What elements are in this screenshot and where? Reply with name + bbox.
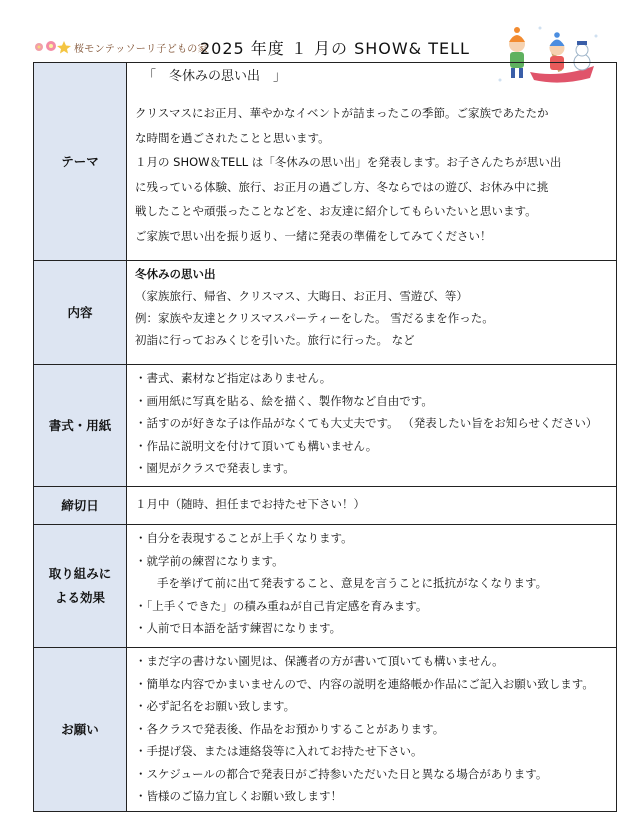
theme-row xyxy=(34,63,617,261)
effects-item: ・自分を表現することが上手くなります。 xyxy=(135,531,353,545)
deadline-text: １月中（随時、担任までお持たせ下さい！） xyxy=(135,497,365,511)
format-item: ・書式、素材など指定はありません。 xyxy=(135,371,332,385)
theme-line: な時間を過ごされたことと思います。 xyxy=(135,130,330,145)
format-row xyxy=(34,365,617,487)
deadline-label: 締切日 xyxy=(34,487,127,525)
format-body xyxy=(127,365,617,487)
effects-item: ・人前で日本語を話す練習になります。 xyxy=(135,621,342,635)
requests-body xyxy=(127,648,617,812)
requests-item: ・スケジュールの都合で発表日がご持参いただいた日と異なる場合があります。 xyxy=(135,766,548,781)
requests-item: ・各クラスで発表後、作品をお預かりすることがあります。 xyxy=(135,721,445,736)
deadline-row xyxy=(34,487,617,525)
requests-row xyxy=(34,648,617,812)
flower-icons xyxy=(34,40,72,54)
effects-label xyxy=(34,525,127,648)
theme-line: クリスマスにお正月、華やかなイベントが詰まったこの季節。ご家族であたたか xyxy=(135,106,549,120)
theme-line: １月の SHOW＆TELL は「冬休みの思い出」を発表します。お子さんたちが思い出 xyxy=(135,155,562,169)
effects-item: 手を挙げて前に出て発表すること、意見を言うことに抵抗がなくなります。 xyxy=(157,576,548,590)
content-line: （家族旅行、帰省、クリスマス、大晦日、お正月、雪遊び、等） xyxy=(135,289,468,303)
school-name: 桜モンテッソーリ子どもの家 xyxy=(74,44,208,55)
theme-line: 戦したことや頑張ったことなどを、お友達に紹介してもらいたいと思います。 xyxy=(135,204,537,218)
content-body xyxy=(127,261,617,365)
requests-item: ・手提げ袋、または連絡袋等に入れてお持たせ下さい。 xyxy=(135,744,423,758)
format-item: ・話すのが好きな子は作品がなくても大丈夫です。 （発表したい旨をお知らせください） xyxy=(135,416,598,430)
effects-label-line2: よる効果 xyxy=(54,590,105,605)
content-heading: 冬休みの思い出 xyxy=(135,267,216,281)
page-header xyxy=(0,0,633,64)
format-label: 書式・用紙 xyxy=(34,365,127,487)
effects-item: ・「上手くできた」の積み重ねが自己肯定感を育みます。 xyxy=(135,598,428,613)
theme-title: 「 冬休みの思い出 」 xyxy=(143,69,287,84)
format-item: ・作品に説明文を付けて頂いても構いません。 xyxy=(135,438,378,453)
requests-item: ・簡単な内容でかまいませんので、内容の説明を連絡帳か作品にご記入お願い致します。 xyxy=(135,676,594,691)
requests-label: お願い xyxy=(34,648,127,812)
content-row xyxy=(34,261,617,365)
theme-label: テーマ xyxy=(34,63,127,261)
deadline-body xyxy=(127,487,617,525)
format-item: ・画用紙に写真を貼る、絵を描く、製作物など自由です。 xyxy=(135,393,433,408)
content-line: 例：家族や友達とクリスマスパーティーをした。 雪だるまを作った。 xyxy=(135,311,494,325)
requests-item: ・必ず記名をお願い致します。 xyxy=(135,699,296,713)
content-line: 初詣に行っておみくじを引いた。旅行に行った。 など xyxy=(135,333,415,347)
effects-label-line1: 取り組みに xyxy=(48,566,112,581)
format-item: ・園児がクラスで発表します。 xyxy=(135,461,295,475)
effects-body xyxy=(127,525,617,648)
theme-content xyxy=(127,63,617,261)
requests-item: ・皆様のご協力宜しくお願い致します！ xyxy=(135,789,342,803)
info-table xyxy=(33,62,617,812)
theme-line: ご家族で思い出を振り返り、一緒に発表の準備をしてみてください！ xyxy=(135,228,492,243)
content-label: 内容 xyxy=(34,261,127,365)
effects-item: ・就学前の練習になります。 xyxy=(135,553,284,568)
requests-item: ・まだ字の書けない園児は、保護者の方が書いて頂いても構いません。 xyxy=(135,654,504,668)
effects-row xyxy=(34,525,617,648)
page-title: 2025 年度 １ 月の SHOW& TELL xyxy=(200,39,470,58)
theme-line: に残っている体験、旅行、お正月の過ごし方、冬ならではの遊び、お休み中に挑 xyxy=(135,179,549,194)
